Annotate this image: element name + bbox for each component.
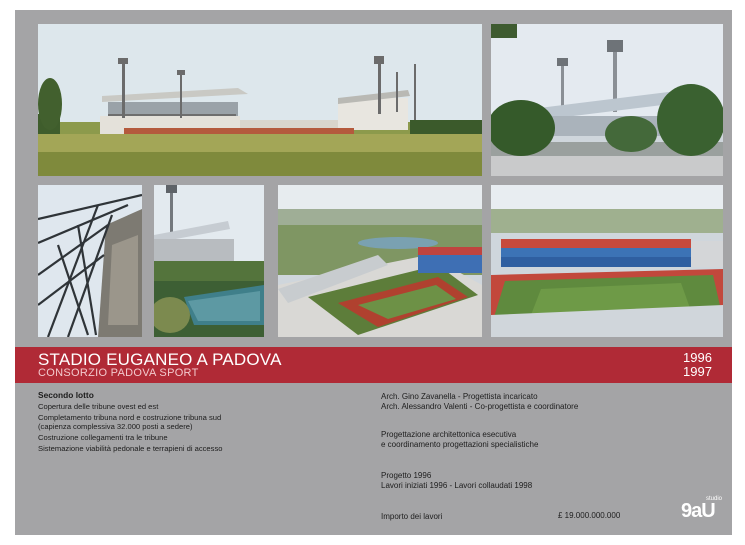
design-scope: Progettazione architettonica esecutiva [381,430,517,439]
scope-list [38,391,338,455]
coordinator-credit: Arch. Alessandro Valenti - Co-progettista e coordinatore [381,402,579,411]
cost-label: Importo dei lavori [381,512,443,521]
photo-pond-tribune [154,185,264,337]
studio-logo [681,496,721,522]
scope-item: (capienza complessiva 32.000 posti a sedere) [38,422,193,431]
scope-item: Copertura delle tribune ovest ed est [38,402,159,411]
photo-aerial-stadium [278,185,482,337]
project-year: Progetto 1996 [381,471,432,480]
project-subtitle: CONSORZIO PADOVA SPORT [38,367,199,379]
scope-item: Sistemazione viabilità pedonale e terrapieni di accesso [38,444,223,453]
logo-mark: 9aU [681,500,715,522]
project-title: STADIO EUGANEO A PADOVA [38,350,282,369]
design-scope-continued: e coordinamento progettazioni specialistiche [381,440,539,449]
cost-value: £ 19.000.000.000 [558,511,621,520]
scope-heading: Secondo lotto [38,390,94,400]
photo-steel-structure [38,185,142,337]
architect-credit: Arch. Gino Zavanella - Progettista incaricato [381,392,538,401]
photo-floodlight-tower [491,24,723,176]
logo-caption: studio [706,496,723,502]
scope-item: Costruzione collegamenti tra le tribune [38,433,168,442]
photo-stadium-field-view [38,24,482,176]
works-timeline: Lavori iniziati 1996 - Lavori collaudati 1998 [381,481,533,490]
photo-pitch-stands [491,185,723,337]
year-start: 1996 [683,350,712,365]
scope-item: Completamento tribuna nord e costruzione tribuna sud [38,413,222,422]
year-end: 1997 [683,364,712,379]
